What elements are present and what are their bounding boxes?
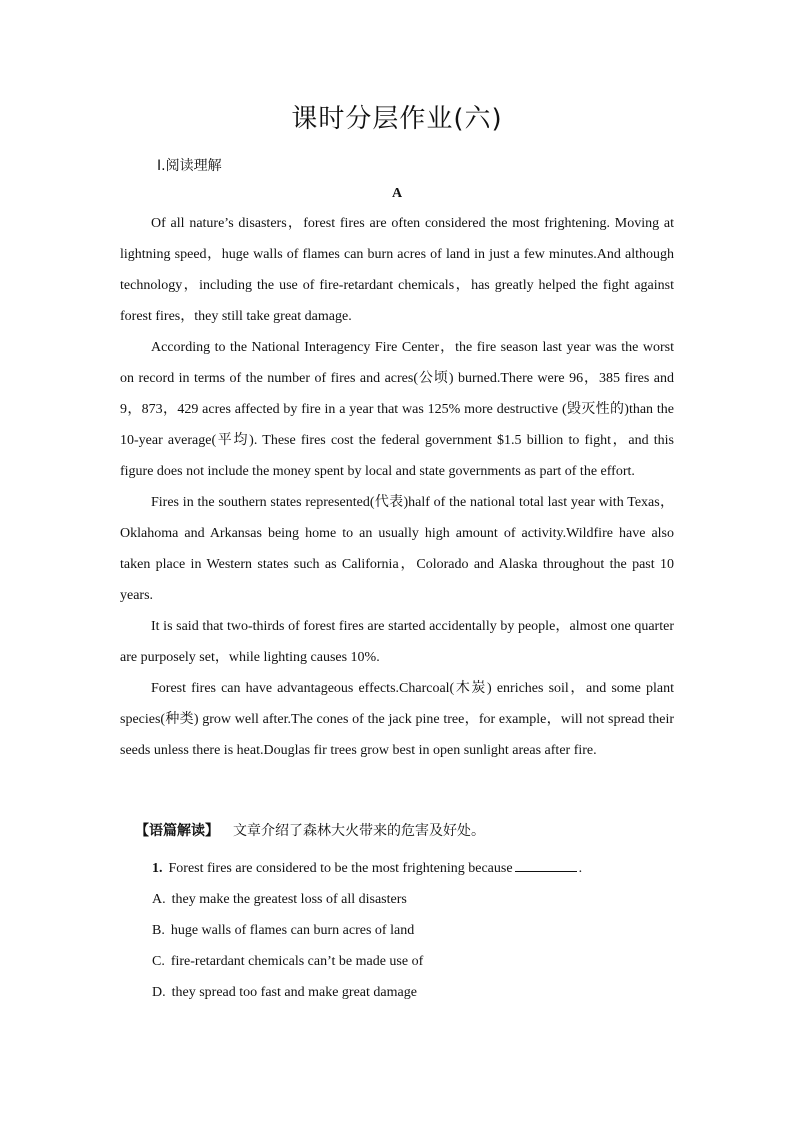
option-d[interactable] bbox=[152, 977, 692, 1008]
option-letter: B. bbox=[152, 923, 165, 938]
passage-paragraph: It is said that two-thirds of forest fires are started accidentally by people，almost one quarter are purposely set，while lighting causes 10%. bbox=[120, 619, 674, 665]
question-stem bbox=[152, 853, 692, 884]
option-letter: D. bbox=[152, 985, 166, 1000]
analysis-text: 文章介绍了森林大火带来的危害及好处。 bbox=[233, 823, 485, 839]
option-b[interactable] bbox=[152, 915, 692, 946]
question-text: Forest fires are considered to be the most frightening because bbox=[168, 861, 513, 876]
passage-paragraph: Forest fires can have advantageous effects.Charcoal(木炭) enriches soil，and some plant species(种类) grow well after.The cones of the jack pine tree，for example，will not spread their seeds unless there is heat.Douglas fir trees grow best in open sunlight areas after fire. bbox=[120, 681, 674, 758]
option-letter: A. bbox=[152, 892, 166, 907]
question-stem-end: . bbox=[578, 861, 583, 876]
question-1 bbox=[152, 853, 692, 1008]
passage-paragraph: Fires in the southern states represented(代表)half of the national total last year with Texas，Oklahoma and Arkansas being home to an usually high amount of activity.Wildfire have also taken place in Western states such as California，Colorado and Alaska throughout the past 10 years. bbox=[120, 495, 674, 603]
analysis-tag: 【语篇解读】 bbox=[135, 823, 219, 839]
passage-analysis bbox=[135, 820, 485, 840]
section-heading: Ⅰ.阅读理解 bbox=[157, 158, 222, 174]
passage-paragraph: According to the National Interagency Fire Center，the fire season last year was the worst on record in terms of the number of fires and acres(公顷) burned.There were 96，385 fires and 9，873，429 acres affected by fire in a year that was 125% more destructive (毁灭性的)than the 10-year average(平均). These fires cost the federal government $1.5 billion to fight，and this figure does not include the money spent by local and state governments as part of the effort. bbox=[120, 340, 674, 479]
answer-blank[interactable] bbox=[515, 857, 577, 872]
option-text: they spread too fast and make great damage bbox=[171, 985, 417, 1000]
passage-label: A bbox=[391, 186, 403, 201]
question-number: 1. bbox=[152, 861, 163, 876]
option-text: they make the greatest loss of all disasters bbox=[171, 892, 407, 907]
option-text: huge walls of flames can burn acres of land bbox=[170, 923, 415, 938]
option-c[interactable] bbox=[152, 946, 692, 977]
reading-passage bbox=[120, 208, 674, 766]
option-letter: C. bbox=[152, 954, 165, 969]
page-title: 课时分层作业(六) bbox=[291, 104, 503, 134]
option-text: fire-retardant chemicals can’t be made use of bbox=[170, 954, 424, 969]
option-a[interactable] bbox=[152, 884, 692, 915]
passage-paragraph: Of all nature’s disasters，forest fires are often considered the most frightening. Moving at lightning speed，huge walls of flames can burn acres of land in just a few minutes.And although technology，including the use of fire-retardant chemicals，has greatly helped the fight against forest fires，they still take great damage. bbox=[120, 216, 674, 324]
